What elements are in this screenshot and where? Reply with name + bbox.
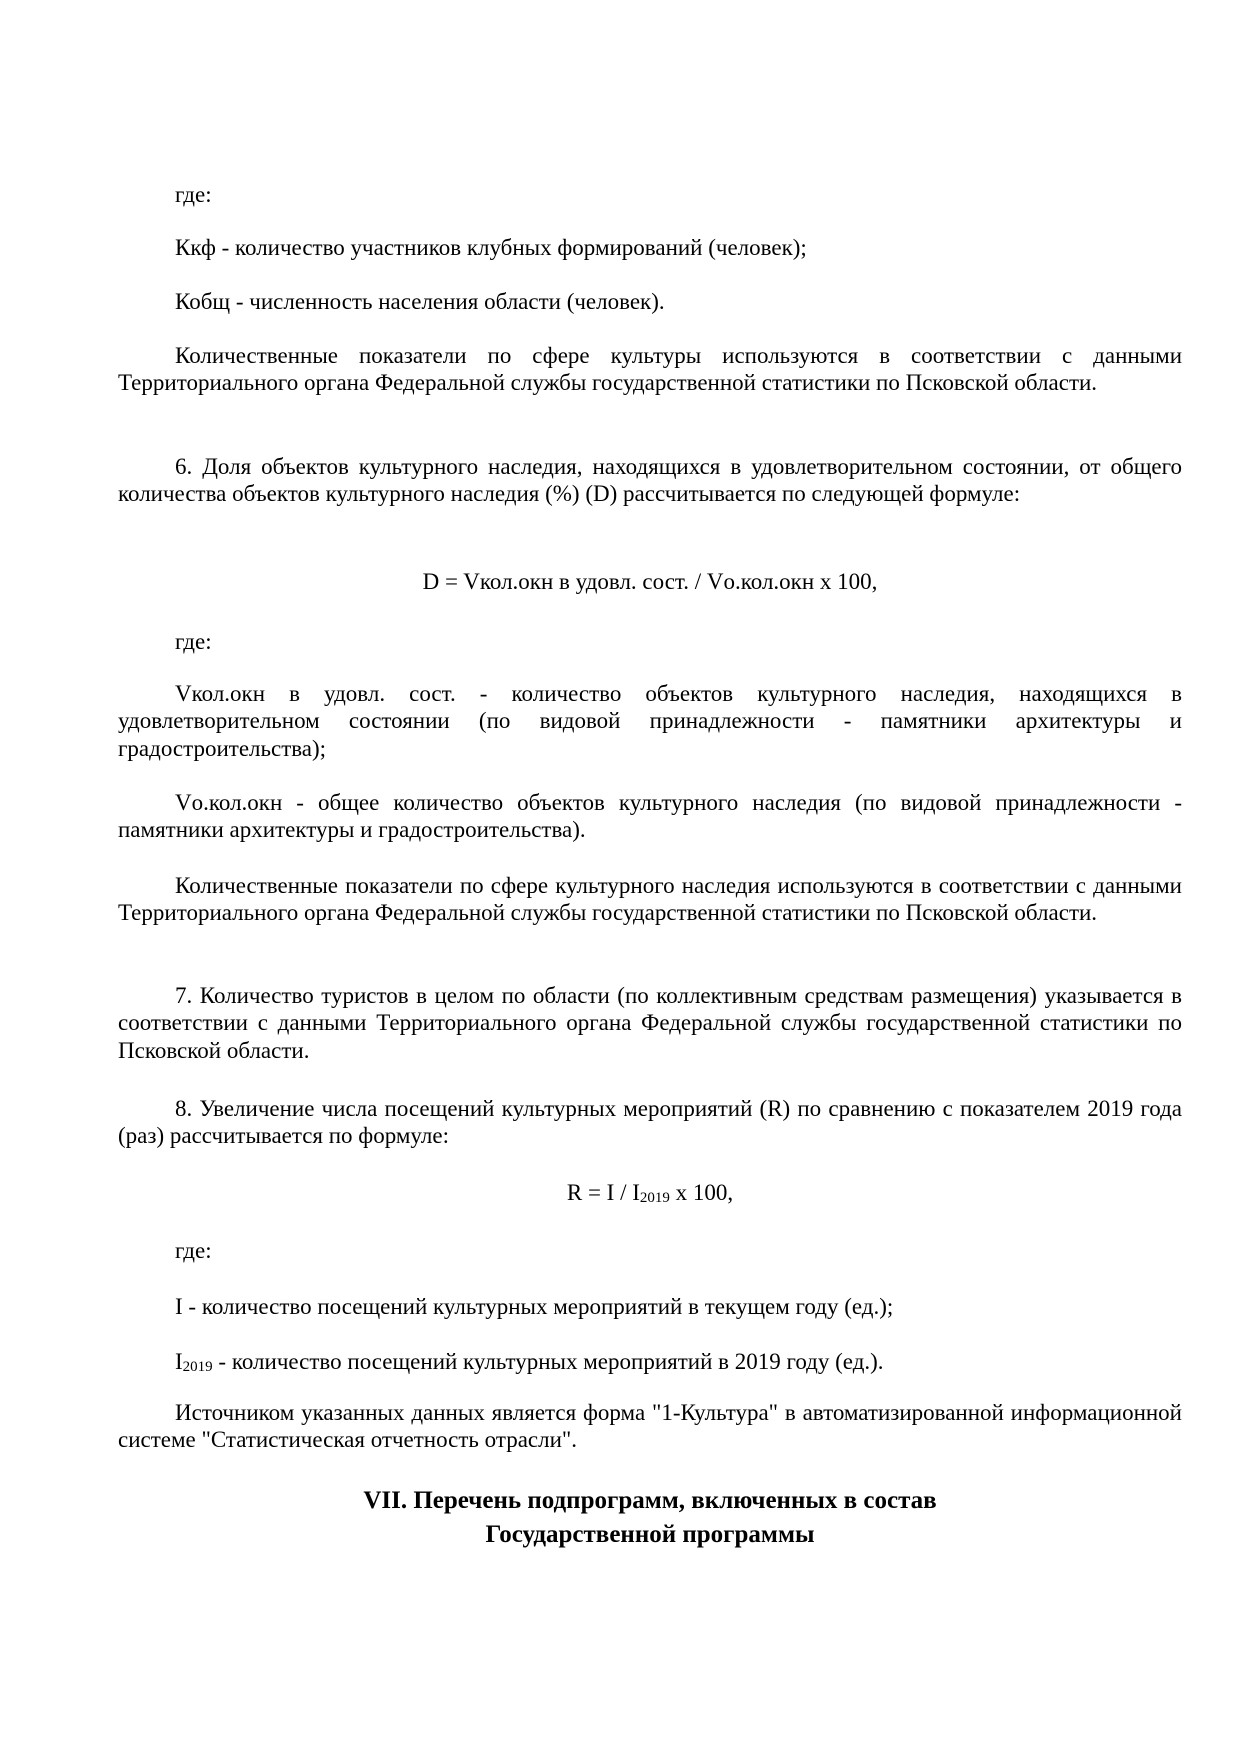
formula-r-subscript: 2019 [639,1190,670,1206]
formula-r-tail: x 100, [669,1180,734,1205]
formula-d: D = Vкол.окн в удовл. сост. / Vо.кол.окн x 100, [422,569,878,594]
section-heading [118,1484,1182,1552]
i2019-definition [118,1348,1182,1375]
i-definition: I - количество посещений культурных мероприятий в текущем году (ед.); [175,1294,894,1319]
kkf-definition: Ккф - количество участников клубных формирований (человек); [175,235,807,260]
item-6-paragraph: 6. Доля объектов культурного наследия, находящихся в удовлетворительном состоянии, от общего количества объектов культурного наследия (%) (D) рассчитывается по следующей формуле: [118,454,1182,507]
where-label: где: [175,1238,212,1263]
formula-r [118,1179,1182,1206]
section-heading-line1: VII. Перечень подпрограмм, включенных в состав [363,1487,937,1514]
source-paragraph: Источником указанных данных является форма "1-Культура" в автоматизированной информационной системе "Статистическая отчетность отрасли". [118,1400,1182,1453]
culture-indicators-paragraph: Количественные показатели по сфере культуры используются в соответствии с данными Территориального органа Федеральной службы государственной статистики по Псковской области. [118,343,1182,396]
i2019-text: - количество посещений культурных мероприятий в 2019 году (ед.). [212,1349,884,1374]
item-7-paragraph: 7. Количество туристов в целом по области (по коллективным средствам размещения) указывается в соответствии с данными Территориального органа Федеральной службы государственной статистики по Псковской области. [118,983,1182,1063]
section-heading-line2: Государственной программы [485,1521,815,1548]
where-label: где: [175,629,212,654]
where-label: где: [175,182,212,207]
i2019-symbol: I [175,1349,183,1374]
heritage-indicators-paragraph: Количественные показатели по сфере культурного наследия используются в соответствии с данными Территориального органа Федеральной службы государственной статистики по Псковской области. [118,873,1182,926]
vo-definition: Vо.кол.окн - общее количество объектов культурного наследия (по видовой принадлежности - памятники архитектуры и градостроительства). [118,790,1182,843]
kobsh-definition: Кобщ - численность населения области (человек). [175,289,665,314]
i2019-subscript: 2019 [182,1359,213,1375]
vkol-definition: Vкол.окн в удовл. сост. - количество объектов культурного наследия, находящихся в удовлетворительном состоянии (по видовой принадлежности - памятники архитектуры и градостроительства); [118,681,1182,761]
item-8-paragraph: 8. Увеличение числа посещений культурных мероприятий (R) по сравнению с показателем 2019 года (раз) рассчитывается по формуле: [118,1096,1182,1149]
formula-r-main: R = I / I [566,1180,640,1205]
